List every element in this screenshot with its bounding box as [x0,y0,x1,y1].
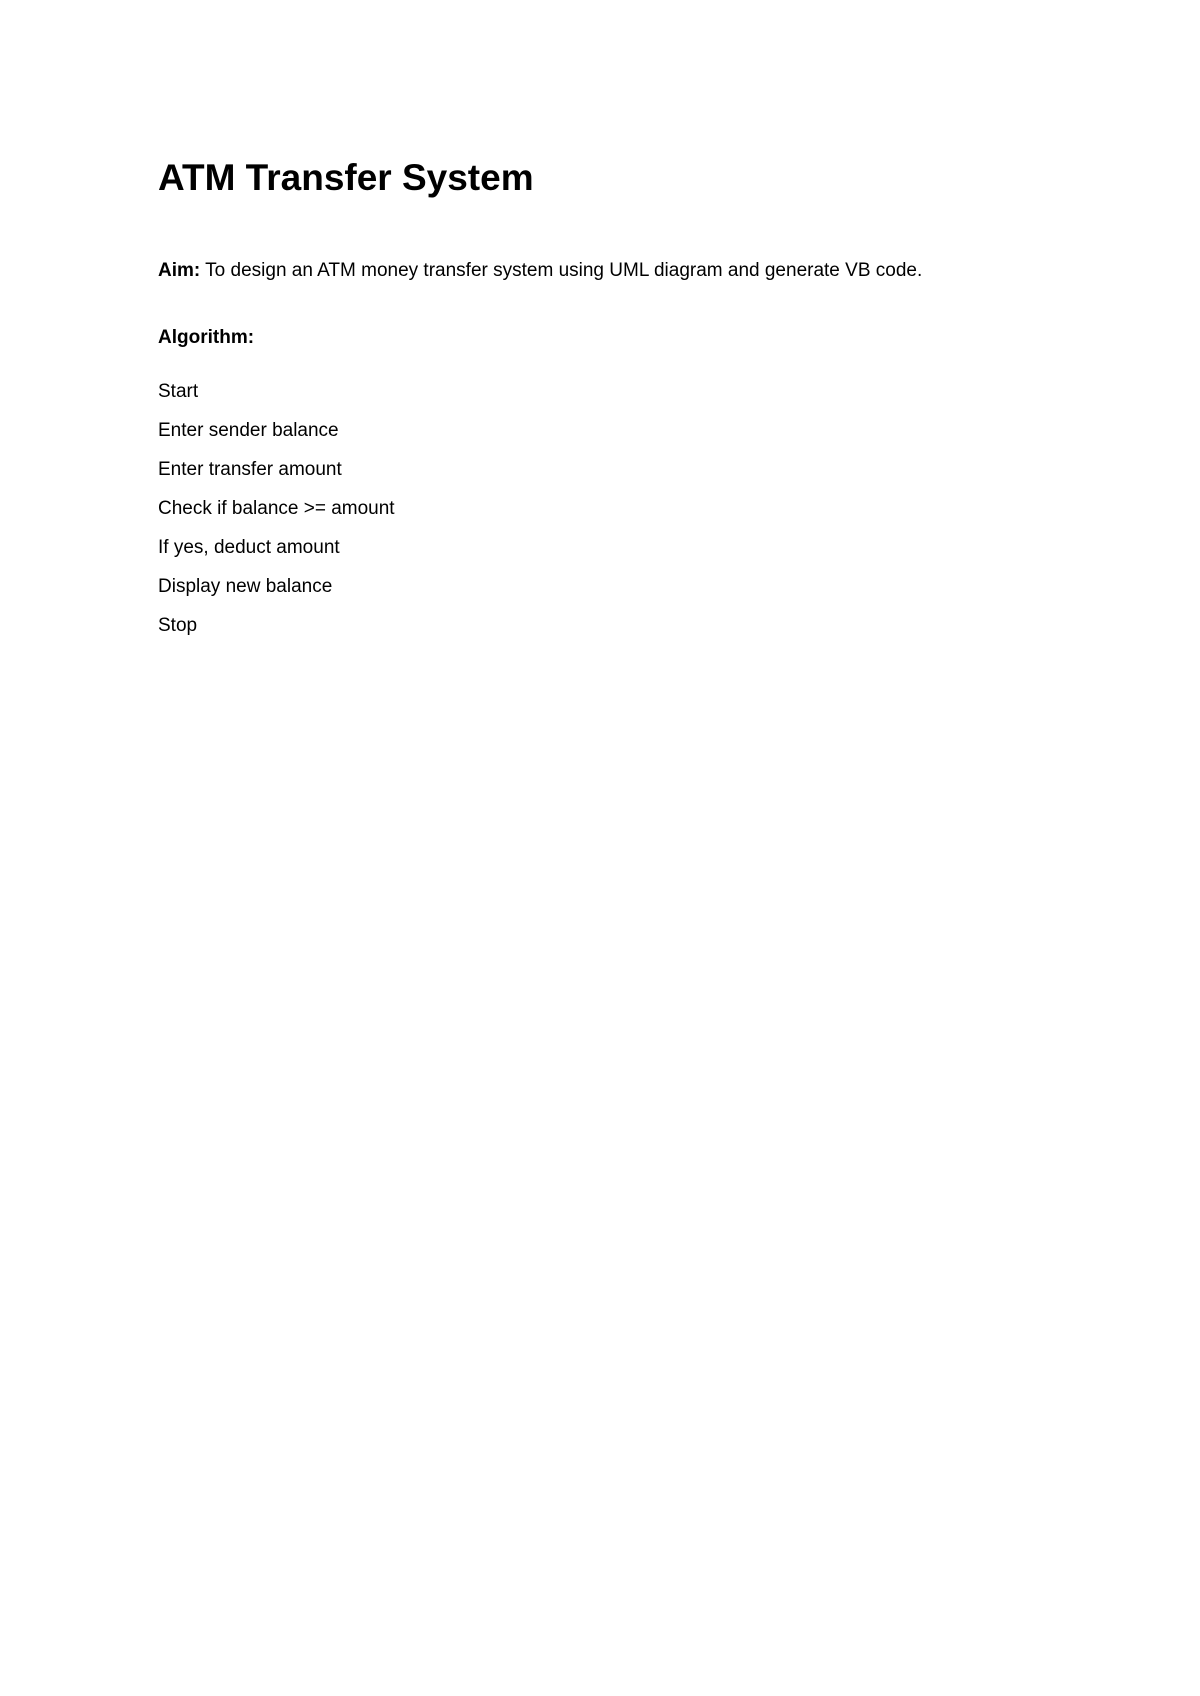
algorithm-step: If yes, deduct amount [158,537,340,558]
algorithm-step: Check if balance >= amount [158,498,395,519]
algorithm-steps [158,380,395,653]
aim-paragraph [158,259,922,283]
algorithm-step: Display new balance [158,576,333,597]
algorithm-heading: Algorithm: [158,327,255,348]
aim-label: Aim: [158,260,201,281]
aim-text: To design an ATM money transfer system using UML diagram and generate VB code. [200,260,923,281]
document-title: ATM Transfer System [158,157,534,198]
algorithm-step: Enter sender balance [158,420,339,441]
algorithm-step: Start [158,381,199,402]
algorithm-step: Enter transfer amount [158,459,342,480]
algorithm-step: Stop [158,615,198,636]
